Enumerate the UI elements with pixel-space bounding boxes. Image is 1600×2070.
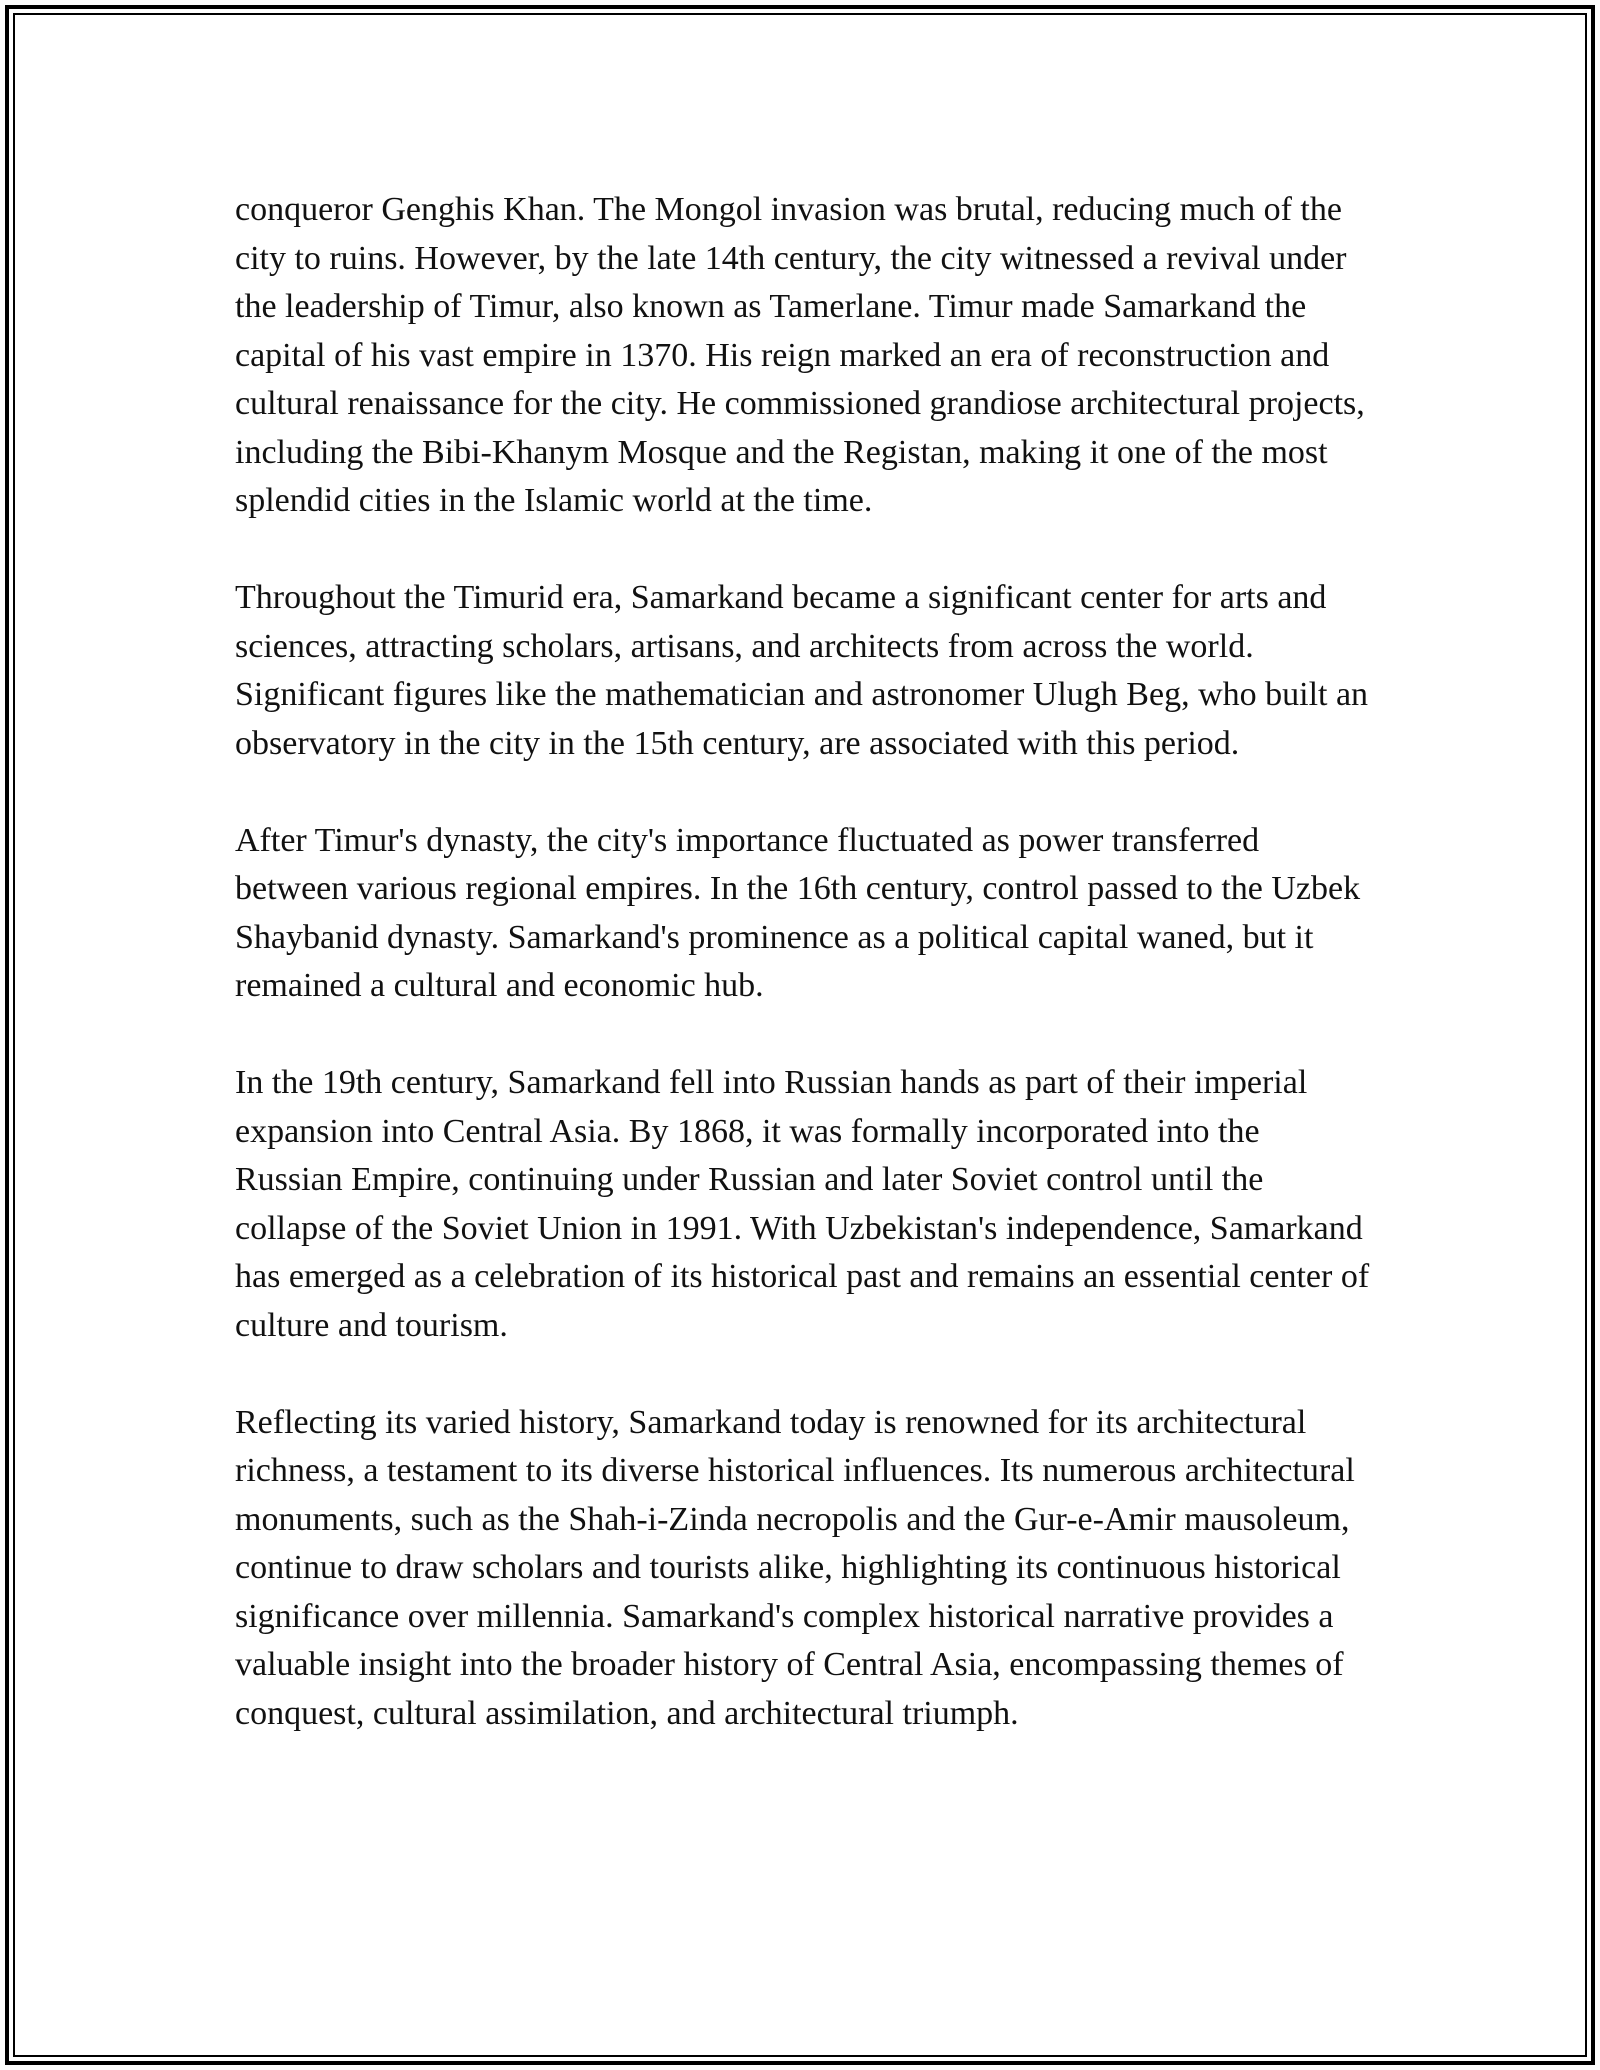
paragraph-mongol-timur: conqueror Genghis Khan. The Mongol invasion was brutal, reducing much of the city to ruins. However, by the late 14th century, the city witnessed a revival under the leadership of Timur, also known as Tamerlane. Timur made Samarkand the capital of his vast empire in 1370. His reign marked an era of reconstruction and cultural renaissance for the city. He commissioned grandiose architectural projects, including the Bibi-Khanym Mosque and the Registan, making it one of the most splendid cities in the Islamic world at the time. [235,191,1365,519]
paragraph-timurid-era: Throughout the Timurid era, Samarkand became a significant center for arts and sciences, attracting scholars, artisans, and architects from across the world. Significant figures like the mathematician and astronomer Ulugh Beg, who built an observatory in the city in the 15th century, are associated with this period. [235,579,1369,762]
document-body [235,186,1375,1738]
paragraph-19th-century: In the 19th century, Samarkand fell into Russian hands as part of their imperial expansion into Central Asia. By 1868, it was formally incorporated into the Russian Empire, continuing under Russian and later Soviet control until the collapse of the Soviet Union in 1991. With Uzbekistan's independence, Samarkand has emerged as a celebration of its historical past and remains an essential center of culture and tourism. [235,1064,1370,1344]
paragraph-after-timur: After Timur's dynasty, the city's importance fluctuated as power transferred between various regional empires. In the 16th century, control passed to the Uzbek Shaybanid dynasty. Samarkand's prominence as a political capital waned, but it remained a cultural and economic hub. [235,821,1361,1004]
paragraph-today: Reflecting its varied history, Samarkand today is renowned for its architectural richness, a testament to its diverse historical influences. Its numerous architectural monuments, such as the Shah-i-Zinda necropolis and the Gur-e-Amir mausoleum, continue to draw scholars and tourists alike, highlighting its continuous historical significance over millennia. Samarkand's complex historical narrative provides a valuable insight into the broader history of Central Asia, encompassing themes of conquest, cultural assimilation, and architectural triumph. [235,1403,1355,1732]
